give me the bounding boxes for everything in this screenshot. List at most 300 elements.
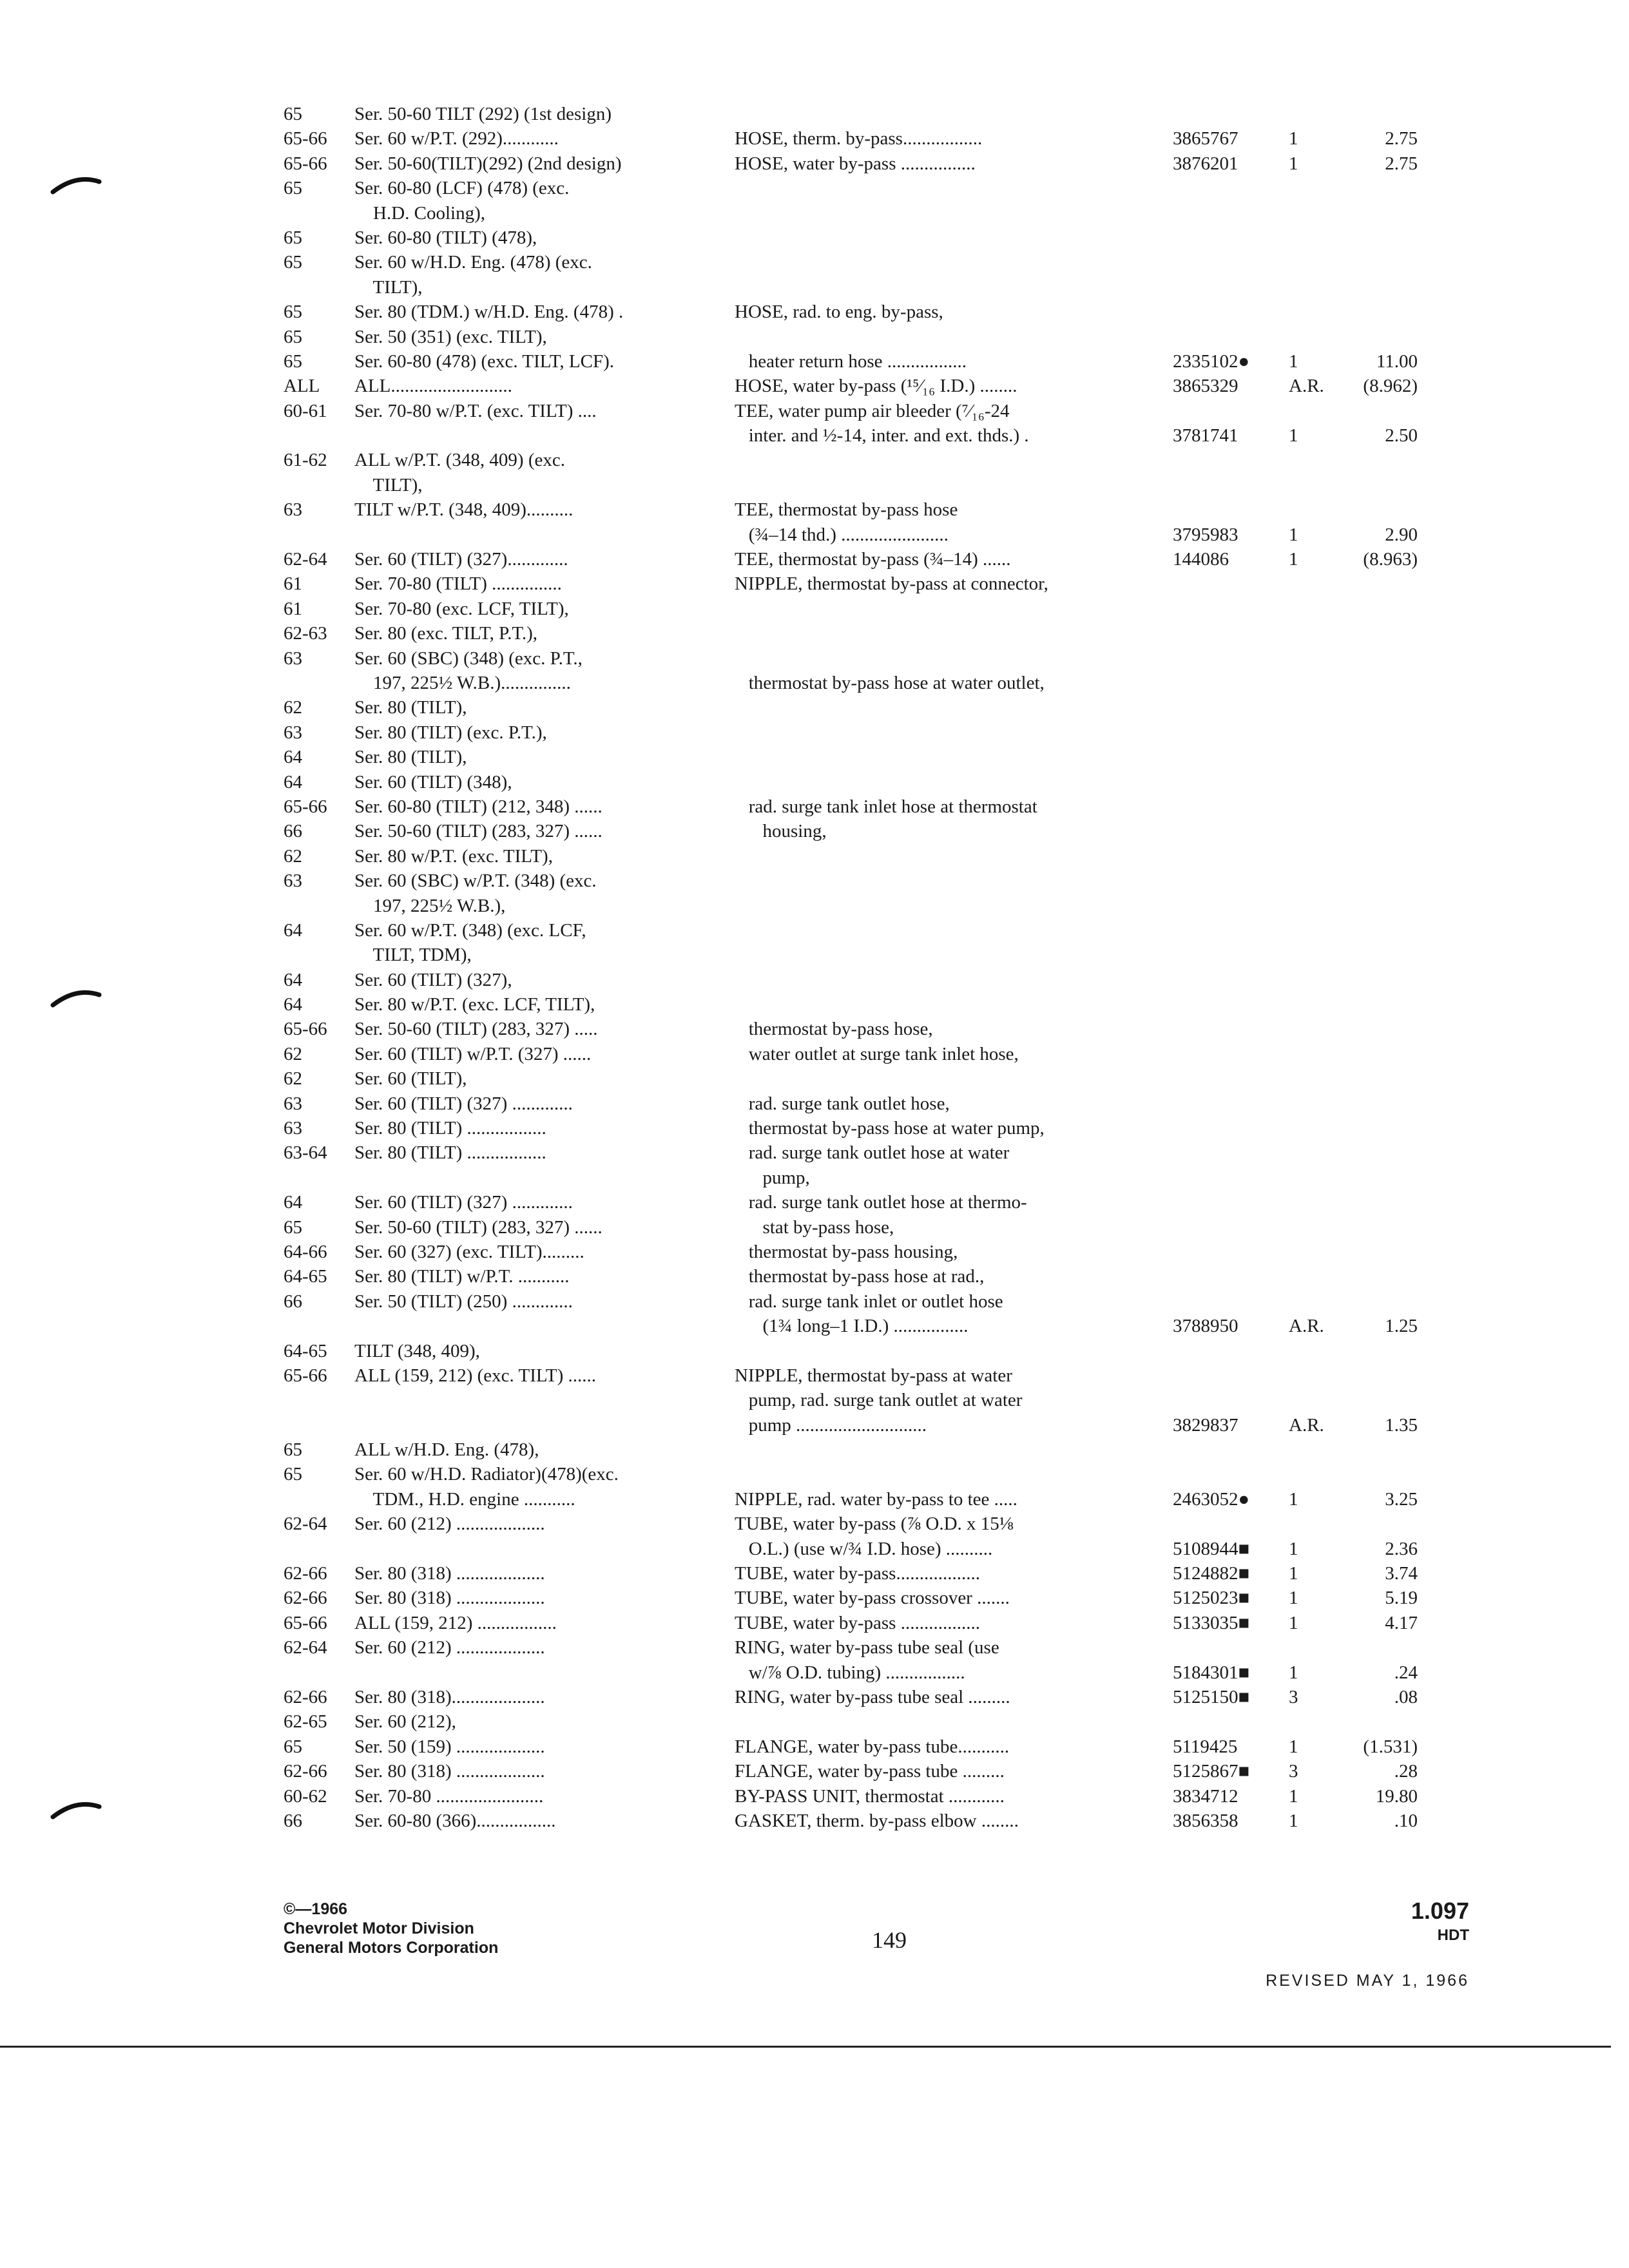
quantity-cell: 3 bbox=[1289, 1687, 1298, 1707]
year-cell: 62-66 bbox=[284, 1761, 327, 1782]
description-cell: heater return hose ................. bbox=[735, 351, 967, 372]
description-cell: TUBE, water by-pass (⅞ O.D. x 15⅛ bbox=[735, 1514, 1014, 1535]
model-cell: Ser. 70-80 (TILT) ............... bbox=[354, 573, 562, 595]
price-cell: 5.19 bbox=[1385, 1588, 1418, 1609]
year-cell: 65 bbox=[284, 351, 302, 372]
model-cell: Ser. 60 w/H.D. Radiator)(478)(exc. bbox=[354, 1464, 619, 1485]
model-cell: Ser. 50 (351) (exc. TILT), bbox=[354, 326, 547, 347]
model-cell: Ser. 80 (318) ................... bbox=[354, 1563, 545, 1584]
model-cell: 197, 225½ W.B.)............... bbox=[354, 672, 571, 693]
year-cell: 60-62 bbox=[284, 1785, 327, 1807]
model-cell: Ser. 60 (TILT) w/P.T. (327) ...... bbox=[354, 1043, 592, 1064]
description-cell: thermostat by-pass hose, bbox=[735, 1019, 933, 1040]
year-cell: 65-66 bbox=[284, 1019, 327, 1040]
description-cell: inter. and ½-14, inter. and ext. thds.) . bbox=[735, 425, 1029, 447]
year-cell: 62-63 bbox=[284, 623, 327, 644]
table-row bbox=[284, 151, 1418, 176]
quantity-cell: 1 bbox=[1289, 1488, 1298, 1510]
table-row bbox=[284, 1240, 1418, 1264]
model-cell: Ser. 80 (318) ................... bbox=[354, 1588, 545, 1609]
model-cell: Ser. 60 (TILT) (348), bbox=[354, 771, 512, 793]
table-row bbox=[284, 1759, 1418, 1783]
table-row bbox=[284, 497, 1418, 522]
model-cell: Ser. 80 (TILT) ................. bbox=[354, 1142, 546, 1164]
description-cell: HOSE, water by-pass (¹⁵⁄₁₆ I.D.) ........ bbox=[735, 376, 1017, 397]
model-cell: Ser. 60 (212) ................... bbox=[354, 1514, 545, 1535]
model-cell: Ser. 80 (TILT) (exc. P.T.), bbox=[354, 722, 547, 743]
table-row bbox=[284, 720, 1418, 745]
table-row bbox=[284, 794, 1418, 819]
year-cell: 62-65 bbox=[284, 1711, 327, 1733]
year-cell: 65-66 bbox=[284, 796, 327, 817]
punch-hole-mark bbox=[50, 173, 102, 198]
part-number-cell: 5133035■ bbox=[1173, 1612, 1250, 1633]
quantity-cell: A.R. bbox=[1289, 376, 1324, 397]
model-cell: Ser. 80 (TILT), bbox=[354, 697, 467, 718]
price-cell: 11.00 bbox=[1376, 351, 1418, 372]
table-row bbox=[284, 523, 1418, 547]
table-row bbox=[284, 1586, 1418, 1610]
table-row bbox=[284, 1140, 1418, 1165]
description-cell: TUBE, water by-pass.................. bbox=[735, 1563, 980, 1584]
table-row bbox=[284, 695, 1418, 720]
table-row bbox=[284, 918, 1418, 943]
part-number-cell: 3865329 bbox=[1173, 376, 1239, 397]
table-row bbox=[284, 1660, 1418, 1685]
table-row bbox=[284, 473, 1418, 497]
table-row bbox=[284, 1339, 1418, 1363]
quantity-cell: A.R. bbox=[1289, 1316, 1324, 1337]
model-cell: TDM., H.D. engine ........... bbox=[354, 1488, 575, 1510]
price-cell: .24 bbox=[1394, 1662, 1418, 1683]
price-cell: .10 bbox=[1394, 1810, 1418, 1831]
table-row bbox=[284, 1116, 1418, 1140]
table-row bbox=[284, 1512, 1418, 1536]
year-cell: 61 bbox=[284, 573, 302, 595]
quantity-cell: 1 bbox=[1289, 128, 1298, 149]
table-row bbox=[284, 1314, 1418, 1338]
year-cell: 65 bbox=[284, 227, 302, 248]
year-cell: ALL bbox=[284, 376, 320, 397]
year-cell: 63 bbox=[284, 1093, 302, 1114]
model-cell: Ser. 60 w/P.T. (348) (exc. LCF, bbox=[354, 919, 586, 941]
table-row bbox=[284, 943, 1418, 967]
year-cell: 66 bbox=[284, 1291, 302, 1312]
model-cell: Ser. 80 (TILT) ................. bbox=[354, 1118, 546, 1139]
model-cell: Ser. 50-60(TILT)(292) (2nd design) bbox=[354, 153, 622, 174]
table-row bbox=[284, 1388, 1418, 1412]
description-cell: water outlet at surge tank inlet hose, bbox=[735, 1043, 1019, 1064]
table-row bbox=[284, 597, 1418, 621]
description-cell: TUBE, water by-pass ................. bbox=[735, 1612, 980, 1633]
part-number-cell: 3876201 bbox=[1173, 153, 1239, 174]
table-row bbox=[284, 226, 1418, 250]
table-row bbox=[284, 1215, 1418, 1240]
year-cell: 65 bbox=[284, 178, 302, 199]
copyright-line: ©—1966 bbox=[284, 1900, 348, 1918]
year-cell: 62-66 bbox=[284, 1563, 327, 1584]
year-cell: 62 bbox=[284, 1043, 302, 1064]
table-row bbox=[284, 325, 1418, 349]
table-row bbox=[284, 671, 1418, 695]
table-row bbox=[284, 300, 1418, 324]
table-row bbox=[284, 1363, 1418, 1388]
model-cell: Ser. 80 (318) ................... bbox=[354, 1761, 545, 1782]
table-row bbox=[284, 275, 1418, 300]
quantity-cell: 1 bbox=[1289, 1785, 1298, 1807]
year-cell: 65-66 bbox=[284, 1365, 327, 1386]
punch-hole-mark bbox=[50, 986, 102, 1012]
price-cell: 2.36 bbox=[1385, 1538, 1418, 1559]
model-cell: Ser. 50-60 (TILT) (283, 327) ..... bbox=[354, 1019, 598, 1040]
part-number-cell: 5125867■ bbox=[1173, 1761, 1250, 1782]
year-cell: 64 bbox=[284, 747, 302, 768]
price-cell: .28 bbox=[1394, 1761, 1418, 1782]
year-cell: 63 bbox=[284, 722, 302, 743]
table-row bbox=[284, 1611, 1418, 1635]
price-cell: 3.25 bbox=[1385, 1488, 1418, 1510]
model-cell: Ser. 50-60 (TILT) (283, 327) ...... bbox=[354, 1216, 602, 1238]
model-cell: Ser. 60-80 (LCF) (478) (exc. bbox=[354, 178, 570, 199]
table-row bbox=[284, 1635, 1418, 1660]
table-row bbox=[284, 1017, 1418, 1041]
description-cell: (1¾ long–1 I.D.) ................ bbox=[735, 1316, 969, 1337]
model-cell: Ser. 50-60 (TILT) (283, 327) ...... bbox=[354, 821, 602, 842]
model-cell: TILT), bbox=[354, 276, 423, 298]
copyright-block bbox=[284, 1899, 498, 1957]
description-cell: rad. surge tank outlet hose at thermo- bbox=[735, 1192, 1027, 1213]
year-cell: 64-65 bbox=[284, 1266, 327, 1287]
corporation-name: General Motors Corporation bbox=[284, 1939, 499, 1957]
table-row bbox=[284, 1166, 1418, 1190]
section-number: 1.097 bbox=[1411, 1898, 1469, 1924]
year-cell: 65 bbox=[284, 1736, 302, 1757]
part-number-cell: 3781741 bbox=[1173, 425, 1239, 447]
description-cell: TEE, water pump air bleeder (⁷⁄₁₆-24 bbox=[735, 400, 1010, 421]
year-cell: 63 bbox=[284, 1118, 302, 1139]
year-cell: 65 bbox=[284, 326, 302, 347]
model-cell: Ser. 80 w/P.T. (exc. LCF, TILT), bbox=[354, 994, 595, 1015]
quantity-cell: 1 bbox=[1289, 1736, 1298, 1757]
table-row bbox=[284, 250, 1418, 274]
quantity-cell: 1 bbox=[1289, 425, 1298, 447]
table-row bbox=[284, 844, 1418, 869]
model-cell: ALL w/H.D. Eng. (478), bbox=[354, 1439, 539, 1461]
description-cell: stat by-pass hose, bbox=[735, 1216, 894, 1238]
year-cell: 66 bbox=[284, 1810, 302, 1831]
table-row bbox=[284, 646, 1418, 671]
quantity-cell: 1 bbox=[1289, 1538, 1298, 1559]
model-cell: Ser. 70-80 ....................... bbox=[354, 1785, 544, 1807]
part-number-cell: 2335102● bbox=[1173, 351, 1250, 372]
table-row bbox=[284, 1809, 1418, 1833]
division-name: Chevrolet Motor Division bbox=[284, 1919, 474, 1937]
part-number-cell: 5125023■ bbox=[1173, 1588, 1250, 1609]
model-cell: Ser. 60 (TILT) (327) ............. bbox=[354, 1192, 573, 1213]
table-row bbox=[284, 349, 1418, 374]
quantity-cell: 3 bbox=[1289, 1761, 1298, 1782]
table-row bbox=[284, 1462, 1418, 1486]
year-cell: 62 bbox=[284, 697, 302, 718]
description-cell: BY-PASS UNIT, thermostat ............ bbox=[735, 1785, 1005, 1807]
part-number-cell: 5119425 bbox=[1173, 1736, 1238, 1757]
year-cell: 65 bbox=[284, 1464, 302, 1485]
price-cell: 2.90 bbox=[1385, 524, 1418, 545]
quantity-cell: A.R. bbox=[1289, 1414, 1324, 1436]
description-cell: FLANGE, water by-pass tube ......... bbox=[735, 1761, 1005, 1782]
year-cell: 63 bbox=[284, 870, 302, 892]
year-cell: 61 bbox=[284, 598, 302, 619]
description-cell: NIPPLE, rad. water by-pass to tee ..... bbox=[735, 1488, 1017, 1510]
part-number-cell: 3829837 bbox=[1173, 1414, 1239, 1436]
year-cell: 62-66 bbox=[284, 1588, 327, 1609]
description-cell: (¾–14 thd.) ....................... bbox=[735, 524, 949, 545]
revision-date: REVISED MAY 1, 1966 bbox=[1266, 1972, 1469, 1990]
year-cell: 64 bbox=[284, 969, 302, 990]
model-cell: Ser. 60 (TILT) (327) ............. bbox=[354, 1093, 573, 1114]
table-row bbox=[284, 894, 1418, 918]
year-cell: 65 bbox=[284, 104, 302, 124]
price-cell: 4.17 bbox=[1385, 1612, 1418, 1633]
price-cell: (1.531) bbox=[1363, 1736, 1418, 1757]
model-cell: Ser. 60-80 (TILT) (478), bbox=[354, 227, 537, 248]
description-cell: pump, rad. surge tank outlet at water bbox=[735, 1390, 1023, 1411]
part-number-cell: 5124882■ bbox=[1173, 1563, 1250, 1584]
price-cell: 2.75 bbox=[1385, 128, 1418, 149]
table-row bbox=[284, 572, 1418, 596]
year-cell: 63-64 bbox=[284, 1142, 327, 1164]
table-row bbox=[284, 745, 1418, 769]
model-cell: Ser. 60 (212) ................... bbox=[354, 1637, 545, 1658]
model-cell: Ser. 80 (exc. TILT, P.T.), bbox=[354, 623, 538, 644]
model-cell: ALL (159, 212) (exc. TILT) ...... bbox=[354, 1365, 597, 1386]
year-cell: 62-64 bbox=[284, 549, 327, 570]
year-cell: 65-66 bbox=[284, 153, 327, 174]
description-cell: TEE, thermostat by-pass hose bbox=[735, 499, 958, 521]
year-cell: 62-66 bbox=[284, 1687, 327, 1707]
model-cell: Ser. 60 w/H.D. Eng. (478) (exc. bbox=[354, 252, 592, 273]
description-cell: RING, water by-pass tube seal ......... bbox=[735, 1687, 1010, 1707]
table-row bbox=[284, 819, 1418, 843]
model-cell: Ser. 60 (327) (exc. TILT)......... bbox=[354, 1241, 584, 1262]
table-row bbox=[284, 1685, 1418, 1709]
model-cell: Ser. 80 (TILT), bbox=[354, 747, 467, 768]
part-number-cell: 3865767 bbox=[1173, 128, 1239, 149]
description-cell: housing, bbox=[735, 821, 827, 842]
year-cell: 63 bbox=[284, 499, 302, 521]
price-cell: 1.25 bbox=[1385, 1316, 1418, 1337]
bottom-rule bbox=[0, 2046, 1611, 2048]
page-number: 149 bbox=[872, 1927, 907, 1953]
year-cell: 64 bbox=[284, 919, 302, 941]
table-row bbox=[284, 126, 1418, 151]
table-row bbox=[284, 1042, 1418, 1066]
quantity-cell: 1 bbox=[1289, 351, 1298, 372]
quantity-cell: 1 bbox=[1289, 1563, 1298, 1584]
table-row bbox=[284, 1190, 1418, 1215]
model-cell: TILT), bbox=[354, 474, 423, 495]
section-code: HDT bbox=[1437, 1927, 1469, 1944]
description-cell: TUBE, water by-pass crossover ....... bbox=[735, 1588, 1010, 1609]
description-cell: HOSE, therm. by-pass................. bbox=[735, 128, 983, 149]
year-cell: 64-65 bbox=[284, 1340, 327, 1361]
price-cell: 1.35 bbox=[1385, 1414, 1418, 1436]
model-cell: ALL.......................... bbox=[354, 376, 512, 397]
year-cell: 65-66 bbox=[284, 1612, 327, 1633]
table-row bbox=[284, 547, 1418, 572]
price-cell: 3.74 bbox=[1385, 1563, 1418, 1584]
table-row bbox=[284, 770, 1418, 794]
model-cell: Ser. 60-80 (366)................. bbox=[354, 1810, 556, 1831]
table-row bbox=[284, 1735, 1418, 1759]
quantity-cell: 1 bbox=[1289, 1612, 1298, 1633]
table-row bbox=[284, 176, 1418, 200]
model-cell: Ser. 60 (TILT), bbox=[354, 1068, 467, 1090]
parts-table bbox=[284, 102, 1418, 1833]
year-cell: 65-66 bbox=[284, 128, 327, 149]
punch-hole-mark bbox=[50, 1798, 102, 1823]
table-row bbox=[284, 1784, 1418, 1809]
year-cell: 60-61 bbox=[284, 400, 327, 421]
part-number-cell: 3834712 bbox=[1173, 1785, 1239, 1807]
description-cell: HOSE, rad. to eng. by-pass, bbox=[735, 302, 943, 323]
model-cell: Ser. 60 (TILT) (327)............. bbox=[354, 549, 568, 570]
model-cell: Ser. 70-80 (exc. LCF, TILT), bbox=[354, 598, 569, 619]
year-cell: 63 bbox=[284, 648, 302, 669]
description-cell: NIPPLE, thermostat by-pass at connector, bbox=[735, 573, 1048, 595]
quantity-cell: 1 bbox=[1289, 1588, 1298, 1609]
year-cell: 66 bbox=[284, 821, 302, 842]
description-cell: rad. surge tank inlet or outlet hose bbox=[735, 1291, 1003, 1312]
model-cell: TILT, TDM), bbox=[354, 945, 472, 966]
description-cell: w/⅞ O.D. tubing) ................. bbox=[735, 1662, 965, 1683]
table-row bbox=[284, 1709, 1418, 1734]
year-cell: 62-64 bbox=[284, 1637, 327, 1658]
table-row bbox=[284, 968, 1418, 992]
model-cell: Ser. 60 (212), bbox=[354, 1711, 456, 1733]
model-cell: TILT w/P.T. (348, 409).......... bbox=[354, 499, 574, 521]
model-cell: Ser. 60-80 (478) (exc. TILT, LCF). bbox=[354, 351, 614, 372]
part-number-cell: 3795983 bbox=[1173, 524, 1239, 545]
model-cell: Ser. 60-80 (TILT) (212, 348) ...... bbox=[354, 796, 602, 817]
description-cell: FLANGE, water by-pass tube........... bbox=[735, 1736, 1010, 1757]
model-cell: TILT (348, 409), bbox=[354, 1340, 480, 1361]
model-cell: Ser. 60 (TILT) (327), bbox=[354, 969, 512, 990]
table-row bbox=[284, 869, 1418, 893]
description-cell: NIPPLE, thermostat by-pass at water bbox=[735, 1365, 1012, 1386]
quantity-cell: 1 bbox=[1289, 549, 1298, 570]
table-row bbox=[284, 1413, 1418, 1437]
description-cell: thermostat by-pass hose at water pump, bbox=[735, 1118, 1045, 1139]
part-number-cell: 5184301■ bbox=[1173, 1662, 1250, 1683]
model-cell: 197, 225½ W.B.), bbox=[354, 895, 506, 916]
year-cell: 62-64 bbox=[284, 1514, 327, 1535]
price-cell: (8.962) bbox=[1363, 376, 1418, 397]
table-row bbox=[284, 1437, 1418, 1462]
table-row bbox=[284, 992, 1418, 1017]
table-row bbox=[284, 1091, 1418, 1116]
quantity-cell: 1 bbox=[1289, 1662, 1298, 1683]
description-cell: pump, bbox=[735, 1167, 810, 1188]
part-number-cell: 3788950 bbox=[1173, 1316, 1239, 1337]
table-row bbox=[284, 102, 1418, 126]
model-cell: Ser. 50-60 TILT (292) (1st design) bbox=[354, 104, 612, 124]
table-row bbox=[284, 1264, 1418, 1289]
table-row bbox=[284, 201, 1418, 226]
model-cell: Ser. 60 (SBC) w/P.T. (348) (exc. bbox=[354, 870, 597, 892]
description-cell: RING, water by-pass tube seal (use bbox=[735, 1637, 999, 1658]
part-number-cell: 5108944■ bbox=[1173, 1538, 1250, 1559]
table-row bbox=[284, 1561, 1418, 1586]
description-cell: thermostat by-pass housing, bbox=[735, 1241, 958, 1262]
model-cell: H.D. Cooling), bbox=[354, 202, 485, 224]
table-row bbox=[284, 1066, 1418, 1091]
model-cell: Ser. 50 (159) ................... bbox=[354, 1736, 545, 1757]
model-cell: Ser. 50 (TILT) (250) ............. bbox=[354, 1291, 573, 1312]
model-cell: Ser. 60 w/P.T. (292)............ bbox=[354, 128, 559, 149]
table-row bbox=[284, 399, 1418, 423]
description-cell: O.L.) (use w/¾ I.D. hose) .......... bbox=[735, 1538, 993, 1559]
price-cell: 19.80 bbox=[1375, 1785, 1418, 1807]
description-cell: thermostat by-pass hose at rad., bbox=[735, 1266, 985, 1287]
year-cell: 65 bbox=[284, 252, 302, 273]
year-cell: 64 bbox=[284, 994, 302, 1015]
model-cell: ALL w/P.T. (348, 409) (exc. bbox=[354, 450, 565, 471]
description-cell: rad. surge tank outlet hose at water bbox=[735, 1142, 1010, 1164]
table-row bbox=[284, 1537, 1418, 1561]
year-cell: 62 bbox=[284, 1068, 302, 1090]
table-row bbox=[284, 423, 1418, 448]
description-cell: pump ............................ bbox=[735, 1414, 927, 1436]
description-cell: thermostat by-pass hose at water outlet, bbox=[735, 672, 1045, 693]
part-number-cell: 5125150■ bbox=[1173, 1687, 1250, 1707]
description-cell: rad. surge tank inlet hose at thermostat bbox=[735, 796, 1037, 817]
description-cell: HOSE, water by-pass ................ bbox=[735, 153, 976, 174]
model-cell: Ser. 80 (TDM.) w/H.D. Eng. (478) . bbox=[354, 302, 624, 323]
model-cell: Ser. 80 (318).................... bbox=[354, 1687, 545, 1707]
price-cell: (8.963) bbox=[1363, 549, 1418, 570]
model-cell: Ser. 80 (TILT) w/P.T. ........... bbox=[354, 1266, 570, 1287]
year-cell: 62 bbox=[284, 845, 302, 867]
part-number-cell: 144086 bbox=[1173, 549, 1229, 570]
price-cell: 2.50 bbox=[1385, 425, 1418, 447]
quantity-cell: 1 bbox=[1289, 524, 1298, 545]
description-cell: TEE, thermostat by-pass (¾–14) ...... bbox=[735, 549, 1011, 570]
quantity-cell: 1 bbox=[1289, 1810, 1298, 1831]
year-cell: 65 bbox=[284, 1439, 302, 1461]
table-row bbox=[284, 374, 1418, 398]
price-cell: .08 bbox=[1394, 1687, 1418, 1707]
table-row bbox=[284, 1487, 1418, 1512]
model-cell: ALL (159, 212) ................. bbox=[354, 1612, 557, 1633]
price-cell: 2.75 bbox=[1385, 153, 1418, 174]
table-row bbox=[284, 621, 1418, 646]
year-cell: 64 bbox=[284, 1192, 302, 1213]
model-cell: Ser. 70-80 w/P.T. (exc. TILT) .... bbox=[354, 400, 597, 421]
table-row bbox=[284, 1289, 1418, 1314]
part-number-cell: 2463052● bbox=[1173, 1488, 1250, 1510]
description-cell: GASKET, therm. by-pass elbow ........ bbox=[735, 1810, 1019, 1831]
part-number-cell: 3856358 bbox=[1173, 1810, 1239, 1831]
year-cell: 61-62 bbox=[284, 450, 327, 471]
description-cell: rad. surge tank outlet hose, bbox=[735, 1093, 950, 1114]
quantity-cell: 1 bbox=[1289, 153, 1298, 174]
year-cell: 65 bbox=[284, 1216, 302, 1238]
year-cell: 64 bbox=[284, 771, 302, 793]
model-cell: Ser. 80 w/P.T. (exc. TILT), bbox=[354, 845, 553, 867]
year-cell: 64-66 bbox=[284, 1241, 327, 1262]
table-row bbox=[284, 448, 1418, 472]
